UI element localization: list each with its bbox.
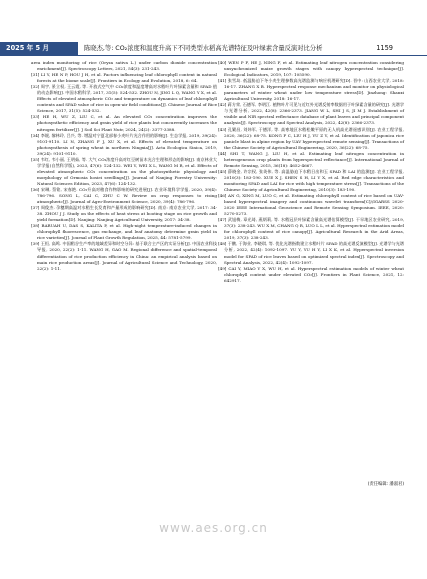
issue-date: 2025 年 5 月 <box>6 44 50 52</box>
watermark: www.aes.org.cn <box>159 521 268 535</box>
reference-item: [31] LI Y, HE N P, HOU J H, et al. Factors influencing leaf chlorophyll content in natural forests at the biome scale[J]. Frontiers in Ecology and Evolution, 2018, 6: 64. <box>31 72 217 84</box>
reference-item: [49] CAI Y, MIAO Y X, WU H, et al. Hyperspectral estimation models of winter wheat chlorophyll content under elevated CO₂[J]. Frontiers in Plant Science, 2021, 12: 642917. <box>218 265 404 283</box>
reference-item: [33] HE H, WU Z, LIU C, et al. An elevated CO₂ concentration improves the photosynthetic efficiency and grain yield of rice plants but concurrently increases the nitrogen fertilizer[J]. J Soil Sci Plant Nutr, 2024, 24(2): 3377-3388. <box>31 114 217 132</box>
reference-item: [38] BARUAH U, DAS S, KALITA P, et al. High-night temperature-induced changes in chlorophyll fluorescence, gas exchange, and leaf anatomy determine grain yield in rice varieties[J]. Journal of Plant Growth Regulation, 2025, 44: 5781-5799. <box>31 223 217 241</box>
reference-item: [45] 薛晓金, 许宗权, 张英伟, 等. 高温胁迫下水稻日出和玉 SPAD 和 LAI 的监测[J]. 农业工程学报, 2010(3): 183-190. XUE X J, SHEN S H, LI Y X, et al. Red edge characteristics and monitoring SPAD and LAI for rice with high temperature stress[J]. Transactions of the Chinese Society of Agricultural Engineering, 2010(3): 183-190. <box>218 168 404 192</box>
page-number: 1159 <box>376 44 393 52</box>
references-right-column <box>218 60 404 284</box>
reference-item: [44] SHI T, WANG J, LIU H, et al. Estimating leaf nitrogen concentration in heterogeneous crop plants from hyperspectral reflectance[J]. International Journal of Remote Sensing, 2015, 36(18): 4652-4667. <box>218 150 404 168</box>
reference-item: [34] 李媛, 黎林玲, 吕兴, 等. 增温对宁夏北部春小麦叶片光合作用的影响[J]. 生态学报, 2019, 39(24): 9101-9110. LI N, ZHANG F J, XU X, et al. Effects of elevated temperature on photosynthesis of spring wheat in northern Ningxia[J]. Acta Ecologica Sinica, 2019, 39(24): 9101-9110. <box>31 132 217 156</box>
reference-item: [36] 宋琳, 蔡铭, 宋春艳. CO₂升高对粮食作物影响的研究进展[J]. 农业环境科学学报, 2020, 39(4): 786-796. SONG L, CAI C, ZHU C W. Review on crop responses to rising atmospheric[J]. Journal of Agro-Environment Science, 2020, 39(4): 786-796. <box>31 186 217 205</box>
header-rule <box>0 55 427 56</box>
reference-item: [35] 韦红, 韦小丽, 王明茹, 等. 大气 CO₂浓度升高对红豆树苗木光合生理和形态的影响[J]. 南京林业大学学报(自然科学版), 2023, 47(6): 124-132. WEI Y, WEI X L, WANG M R, et al. Effects of elevated atmospheric CO₂ concentration on the photosynthetic physiology and morphology of Ormosia hosiei seedlings[J]. Journal of Nanjing Forestry University: Natural Sciences Edition, 2023, 47(6): 124-132. <box>31 156 217 186</box>
running-title: 陈晓杰,等: CO₂浓度和温度升高下不同类型水稻高光谱特征及叶绿素含量反演对比分析 <box>84 45 323 52</box>
reference-item: [43] 孔繁昌, 刘炜军, 于德洋, 等. 高寒地区水稻松嫩平原的无人机高光谱遥感识别[J]. 农业工程学报, 2020, 36(22): 68-75. KONG F C, LIU H J, YU Z Y, et al. Identification of japonica rice panicle blast in alpine region by UAV hyperspectral remote sensing[J]. Transactions of the Chinese Society of Agricultural Engineering, 2020, 36(22): 68-75. <box>218 126 404 150</box>
editor-note: (责任编辑: 潘淑君) <box>367 482 404 487</box>
reference-item: [32] 周宇, 景立权, 王云霞, 等. 开放式空气中 CO₂浓度和温度增高对水稻叶片叶绿素含量和 SPAD 值的动态影响[J]. 中国水稻科学, 2017, 31(5): 524-532. ZHOU N, JING L Q, WANG Y X, et al. Effects of elevated atmospheric CO₂ and temperature on dynamics of leaf chlorophyll contents and SPAD value of rice in open-air field conditions[J]. Chinese Journal of Rice Science, 2017, 31(5): 524-532. <box>31 84 217 114</box>
reference-item: [46] AN G, XING M, LUO C, et al. Estimating chlorophyll content of rice based on UAV-based hyperspectral imagery and continuous wavelet transform[C]//IGARSS 2020-2020 IEEE International Geoscience and Remote Sensing Symposium. IEEE, 2020: 5270-5273. <box>218 193 404 217</box>
reference-item: [42] 蒋方荣, 石德军, 李明江. 植物叶片可见与近红外光谱反射率数据用于叶绿素含量的研究[J]. 光谱学与光谱分析, 2022, 42(8): 2366-2373. JIANG W L, SHI J S, JI M J. Establishment of visible and NIR spectral reflectance database of plant leaves and principal component analysis[J]. Spectroscopy and Spectral Analysis, 2022, 42(8): 2366-2373. <box>218 102 404 126</box>
reference-item: [47] 武旭梅, 章光琦, 燕炳莉, 等. 水稻冠层叶绿素含量高光谱估算模型[J]. 干旱地区农业研究, 2019, 37(3): 238-243. WU X M, CHANG Q R, LUO L L, et al. Hyperspectral estimation model for chlorophyll content of rice canopy[J]. Agricultural Research in the Arid Areas, 2019, 37(3): 238-243. <box>218 217 404 241</box>
reference-item: [39] 王恒, 高鸣. 中国稻谷生产率的地域差异和时空分异: 基于联合主产区的实证分析[J]. 中国农业科技导报, 2020, 22(2): 1-11. WANG H, GAO M. Regional difference and spatial-temporal differentiation of rice production efficiency in China: an empirical analysis based on main rice production areas[J]. Journal of Agricultural Science and Technology, 2020, 22(2): 1-11. <box>31 241 217 271</box>
reference-item: area index monitoring of rice (Oryza sativa L.) under carbon dioxide concentration enrichment[J]. Spectroscopy Letters, 2021, 54(3): 231-243. <box>31 60 217 72</box>
reference-item: [40] WEN P F, HE J, NING F, et al. Estimating leaf nitrogen concentration considering unsynchronized maize growth stages with canopy hyperspectral technique[J]. Ecological Indicators, 2019, 107: 105590. <box>218 60 404 78</box>
references-left-column <box>31 60 217 272</box>
reference-item: [41] 张雪岛. 低温胁迫下冬小麦生理参数高光谱监测与响应机理研究[D]. 晋中: 山西农业大学, 2018: 16-17. ZHANG X B. Hyperspectral response mechanism and monitor on physiological parameters of winter wheat under low temperature stress[D]. Jinzhong: Shanxi Agricultural University, 2018: 16-17. <box>218 78 404 102</box>
reference-item: [48] 于鹏, 于海业, 李晓琪, 等. 优化光谱指数建立水稻叶片 SPAD 的高光谱反演模型[J]. 光谱学与光谱分析, 2022, 42(4): 1092-1097. YU Y, YU H Y, LI X K, et al. Hyperspectral inversion model for SPAD of rice leaves based on optimized spectral index[J]. Spectroscopy and Spectral Analysis, 2022, 42(4): 1092-1097. <box>218 241 404 265</box>
running-header <box>0 0 427 56</box>
reference-item: [37] 周俊杰. 孕穗期高温对水稻生长发育和产量形成的影响研究[D]. 南京: 南京农业大学, 2017: 34-38. ZHOU J J. Study on the effects of heat stress at booting stage on rice growth and yield formation[D]. Nanjing: Nanjing Agricultural University, 2017: 34-38. <box>31 205 217 223</box>
